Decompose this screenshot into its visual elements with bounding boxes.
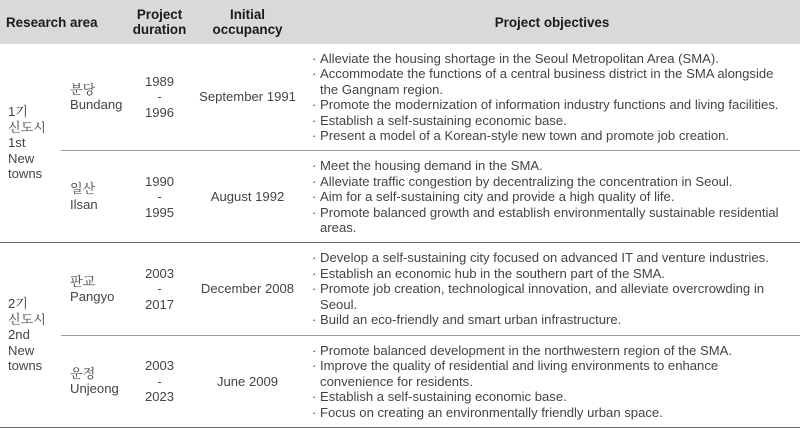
project-duration: 2003 - 2023 (128, 335, 191, 427)
header-initial-occupancy: Initial occupancy (191, 0, 304, 44)
header-project-duration: Project duration (128, 0, 191, 44)
table-row-pangyo (0, 243, 800, 335)
table-row-ilsan (0, 151, 800, 243)
objectives-list (312, 51, 794, 144)
objective-item: · Establish an economic hub in the southern part of the SMA. (312, 266, 794, 282)
town-name: 일산 Ilsan (61, 151, 128, 243)
objective-item: · Improve the quality of residential and living environments to enhance convenience for residents. (312, 358, 794, 389)
table-row-bundang (0, 44, 800, 151)
objective-item: · Alleviate traffic congestion by decentralizing the concentration in Seoul. (312, 174, 794, 190)
objectives-list (312, 250, 794, 328)
objectives-list (312, 343, 794, 421)
town-name: 운정 Unjeong (61, 335, 128, 427)
project-objectives (304, 335, 800, 427)
project-duration: 1989 - 1996 (128, 44, 191, 151)
research-area-1st-new-towns: 1기 신도시 1st New towns (0, 44, 61, 243)
initial-occupancy: June 2009 (191, 335, 304, 427)
objective-item: · Establish a self-sustaining economic base. (312, 389, 794, 405)
town-name: 분당 Bundang (61, 44, 128, 151)
initial-occupancy: December 2008 (191, 243, 304, 335)
objectives-list (312, 158, 794, 236)
objective-item: · Promote balanced growth and establish environmentally sustainable residential areas. (312, 205, 794, 236)
objective-item: · Accommodate the functions of a central business district in the SMA alongside the Gangnam region. (312, 66, 794, 97)
objective-item: · Aim for a self-sustaining city and provide a high quality of life. (312, 189, 794, 205)
initial-occupancy: August 1992 (191, 151, 304, 243)
initial-occupancy: September 1991 (191, 44, 304, 151)
project-objectives (304, 243, 800, 335)
header-project-objectives: Project objectives (304, 0, 800, 44)
objective-item: · Build an eco-friendly and smart urban infrastructure. (312, 312, 794, 328)
objective-item: · Alleviate the housing shortage in the Seoul Metropolitan Area (SMA). (312, 51, 794, 67)
project-duration: 2003 - 2017 (128, 243, 191, 335)
objective-item: · Promote job creation, technological innovation, and alleviate overcrowding in Seoul. (312, 281, 794, 312)
project-objectives (304, 44, 800, 151)
objective-item: · Present a model of a Korean-style new town and promote job creation. (312, 128, 794, 144)
header-research-area: Research area (0, 0, 128, 44)
objective-item: · Meet the housing demand in the SMA. (312, 158, 794, 174)
town-name: 판교 Pangyo (61, 243, 128, 335)
objective-item: · Promote the modernization of information industry functions and living facilities. (312, 97, 794, 113)
header-row (0, 0, 800, 44)
objective-item: · Promote balanced development in the northwestern region of the SMA. (312, 343, 794, 359)
project-duration: 1990 - 1995 (128, 151, 191, 243)
table-row-unjeong (0, 335, 800, 427)
project-objectives (304, 151, 800, 243)
objective-item: · Focus on creating an environmentally friendly urban space. (312, 405, 794, 421)
research-area-2nd-new-towns: 2기 신도시 2nd New towns (0, 243, 61, 428)
objective-item: · Develop a self-sustaining city focused on advanced IT and venture industries. (312, 250, 794, 266)
objective-item: · Establish a self-sustaining economic base. (312, 113, 794, 129)
